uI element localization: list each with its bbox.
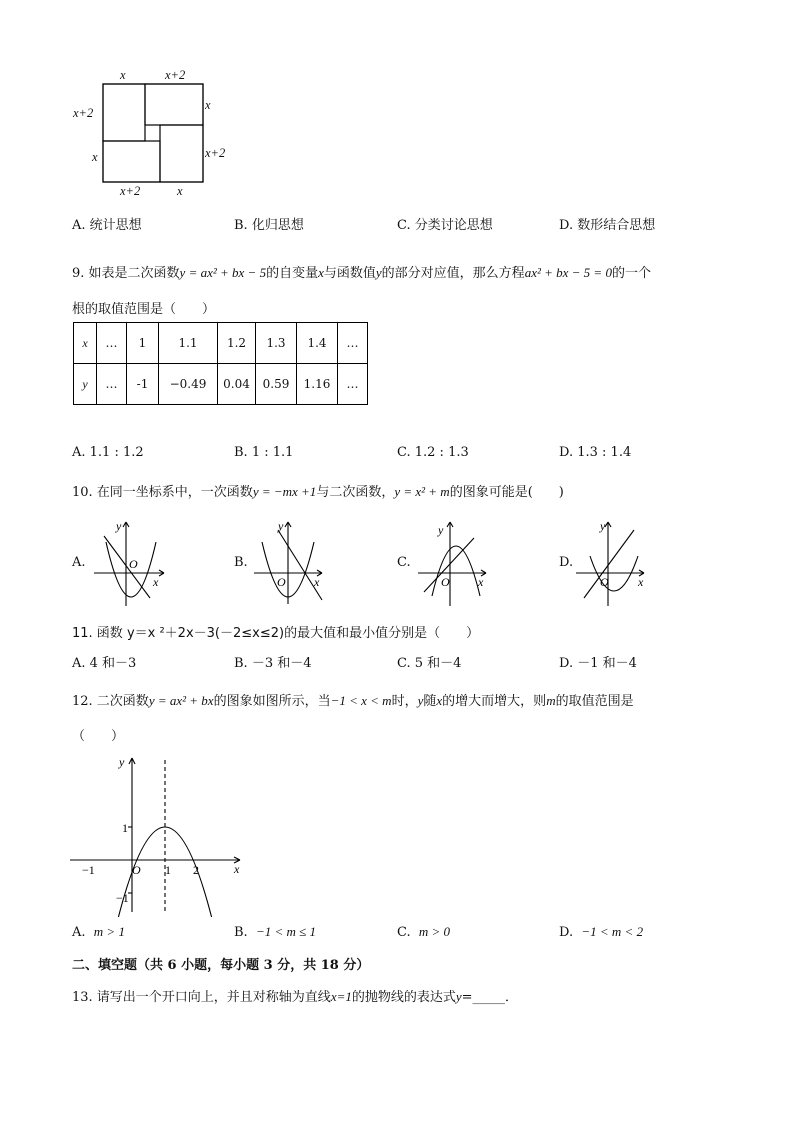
- q8-option-c[interactable]: C. 分类讨论思想: [397, 218, 493, 233]
- q12-function: y = ax² + bx: [148, 693, 214, 708]
- q9-option-c[interactable]: C. 1.2 : 1.3: [397, 445, 469, 460]
- q12-text: 的图象如图所示，当: [213, 694, 331, 709]
- q10-graph-a[interactable]: [88, 516, 173, 611]
- y-label: y: [438, 523, 444, 537]
- parabola: [432, 546, 480, 596]
- rect-bottom-left: [103, 141, 160, 182]
- table-cell: 0.04: [218, 364, 256, 405]
- y-label: y: [116, 519, 122, 533]
- table-cell: 1.1: [159, 323, 218, 364]
- q12-parabola-graph: [66, 752, 256, 917]
- option-expr: −1 < m < 2: [581, 924, 644, 939]
- x-label: x: [234, 862, 240, 876]
- q8-label-right-x2: x+2: [205, 146, 226, 160]
- table-cell: x: [74, 323, 97, 364]
- q11-option-c[interactable]: C. 5 和－4: [397, 656, 462, 671]
- q9-stem-line1: [72, 262, 651, 281]
- q12-text: 12. 二次函数: [72, 694, 149, 709]
- option-expr: m > 0: [418, 924, 451, 939]
- q12-option-d[interactable]: [559, 924, 643, 940]
- x-label: x: [638, 575, 644, 589]
- table-cell: −0.49: [159, 364, 218, 405]
- q13-stem: [72, 986, 518, 1005]
- table-cell: 1.16: [297, 364, 338, 405]
- q10-option-d[interactable]: D.: [559, 555, 574, 570]
- x-label: x: [478, 575, 484, 589]
- q12-var-m: m: [546, 693, 556, 708]
- q9-option-d[interactable]: D. 1.3 : 1.4: [559, 445, 632, 460]
- table-cell: 1.2: [218, 323, 256, 364]
- option-letter: B.: [234, 925, 248, 940]
- x-label: x: [314, 575, 320, 589]
- table-cell: 1: [127, 323, 159, 364]
- q12-text: 随: [423, 694, 437, 709]
- q8-label-left-x2: x+2: [73, 106, 94, 120]
- option-letter: A.: [72, 925, 86, 940]
- q11-option-d[interactable]: D. －1 和－4: [559, 656, 637, 671]
- outer-square: [103, 84, 203, 182]
- q13-var-y: y: [455, 989, 462, 1004]
- option-expr: m > 1: [93, 924, 125, 939]
- y-label: y: [600, 519, 606, 533]
- q10-text: 的图象可能是( ): [449, 485, 564, 500]
- q12-option-b[interactable]: [234, 924, 316, 940]
- q12-stem-line2: （ ）: [72, 729, 125, 744]
- tick-label-x-2: 2: [193, 863, 199, 877]
- q13-answer-blank[interactable]: =_____．: [461, 990, 519, 1005]
- q9-text: 的自变量: [266, 266, 319, 281]
- q10-option-b[interactable]: B.: [234, 555, 248, 570]
- q10-graph-c[interactable]: [414, 516, 499, 611]
- q9-option-b[interactable]: B. 1 : 1.1: [234, 445, 294, 460]
- tick-label-y-1: 1: [122, 821, 128, 835]
- q9-option-a[interactable]: A. 1.1 : 1.2: [72, 445, 144, 460]
- q12-stem-line1: [72, 690, 634, 709]
- table-row: [74, 364, 368, 405]
- q8-label-left-x: x: [92, 150, 98, 164]
- rect-top-left: [103, 84, 145, 141]
- table-cell: …: [338, 323, 368, 364]
- table-cell: …: [97, 323, 127, 364]
- q9-text: 的一个: [611, 266, 651, 281]
- q12-text: 的增大而增大，则: [442, 694, 547, 709]
- q12-text: 的取值范围是: [555, 694, 634, 709]
- q10-stem: [72, 481, 564, 500]
- option-letter: D.: [559, 925, 574, 940]
- q9-stem-line2: 根的取值范围是（ ）: [72, 302, 216, 317]
- table-cell: 0.59: [256, 364, 297, 405]
- q9-function: y = ax² + bx − 5: [179, 265, 267, 280]
- origin-label: O: [600, 575, 609, 589]
- q10-linear-function: y = −mx +1: [252, 484, 317, 499]
- origin-label: O: [132, 863, 141, 877]
- q9-equation: ax² + bx − 5 = 0: [524, 265, 612, 280]
- q11-option-a[interactable]: A. 4 和－3: [72, 656, 137, 671]
- q8-label-bottom-x: x: [177, 184, 183, 198]
- q8-label-top-x2: x+2: [165, 68, 186, 82]
- origin-label: O: [277, 575, 286, 589]
- q12-var-x: x: [436, 693, 443, 708]
- table-cell: -1: [127, 364, 159, 405]
- q9-text: 9. 如表是二次函数: [72, 266, 180, 281]
- q9-value-table: [73, 322, 368, 405]
- q8-label-bottom-x2: x+2: [120, 184, 141, 198]
- q10-option-c[interactable]: C.: [397, 555, 411, 570]
- q8-option-d[interactable]: D. 数形结合思想: [559, 218, 656, 233]
- y-label: y: [119, 755, 125, 769]
- table-cell: y: [74, 364, 97, 405]
- tick-label-x-1: 1: [165, 863, 171, 877]
- section-2-title: 二、填空题（共 6 小题，每小题 3 分，共 18 分）: [72, 958, 370, 973]
- q9-var-y: y: [375, 265, 382, 280]
- q8-square-figure: [70, 66, 240, 201]
- origin-label: O: [441, 575, 450, 589]
- rect-top-right: [145, 84, 203, 125]
- line: [584, 530, 634, 598]
- q12-condition: −1 < x < m: [330, 693, 392, 708]
- q13-text: 13. 请写出一个开口向上，并且对称轴为直线: [72, 990, 331, 1005]
- option-expr: −1 < m ≤ 1: [255, 924, 317, 939]
- table-row: [74, 323, 368, 364]
- q13-text: 的抛物线的表达式: [351, 990, 456, 1005]
- q9-var-x: x: [318, 265, 324, 280]
- rect-bottom-right: [160, 125, 203, 182]
- tick-label-x-neg1: −1: [82, 863, 95, 877]
- line: [104, 536, 150, 598]
- q10-text: 与二次函数，: [316, 485, 395, 500]
- q10-graph-d[interactable]: [572, 516, 657, 611]
- table-cell: …: [97, 364, 127, 405]
- q11-stem: 11. 函数 y＝x ²＋2x－3(－2≤x≤2)的最大值和最小值分别是（ ）: [72, 626, 480, 641]
- q8-option-b[interactable]: B. 化归思想: [234, 218, 304, 233]
- q12-text: 时，: [391, 694, 418, 709]
- option-letter: C.: [397, 925, 411, 940]
- q8-option-a[interactable]: A. 统计思想: [72, 218, 142, 233]
- table-cell: 1.4: [297, 323, 338, 364]
- q10-option-a[interactable]: A.: [72, 555, 86, 570]
- q8-label-right-x: x: [205, 98, 211, 112]
- tick-label-y-neg1: −1: [116, 891, 129, 905]
- q10-quadratic-function: y = x² + m: [394, 484, 450, 499]
- q12-option-c[interactable]: [397, 924, 450, 940]
- q8-label-top-x: x: [120, 68, 126, 82]
- origin-label: O: [129, 557, 138, 571]
- line: [278, 530, 322, 600]
- q9-text: 与函数值: [323, 266, 376, 281]
- q12-option-a[interactable]: [72, 924, 125, 940]
- q13-axis-equation: x=1: [330, 989, 352, 1004]
- table-cell: 1.3: [256, 323, 297, 364]
- table-cell: …: [338, 364, 368, 405]
- q10-graph-b[interactable]: [250, 516, 335, 611]
- q11-option-b[interactable]: B. －3 和－4: [234, 656, 312, 671]
- x-label: x: [153, 575, 159, 589]
- q12-var-y: y: [417, 693, 424, 708]
- q9-text: 的部分对应值，那么方程: [381, 266, 525, 281]
- q10-text: 10. 在同一坐标系中，一次函数: [72, 485, 253, 500]
- y-label: y: [278, 519, 284, 533]
